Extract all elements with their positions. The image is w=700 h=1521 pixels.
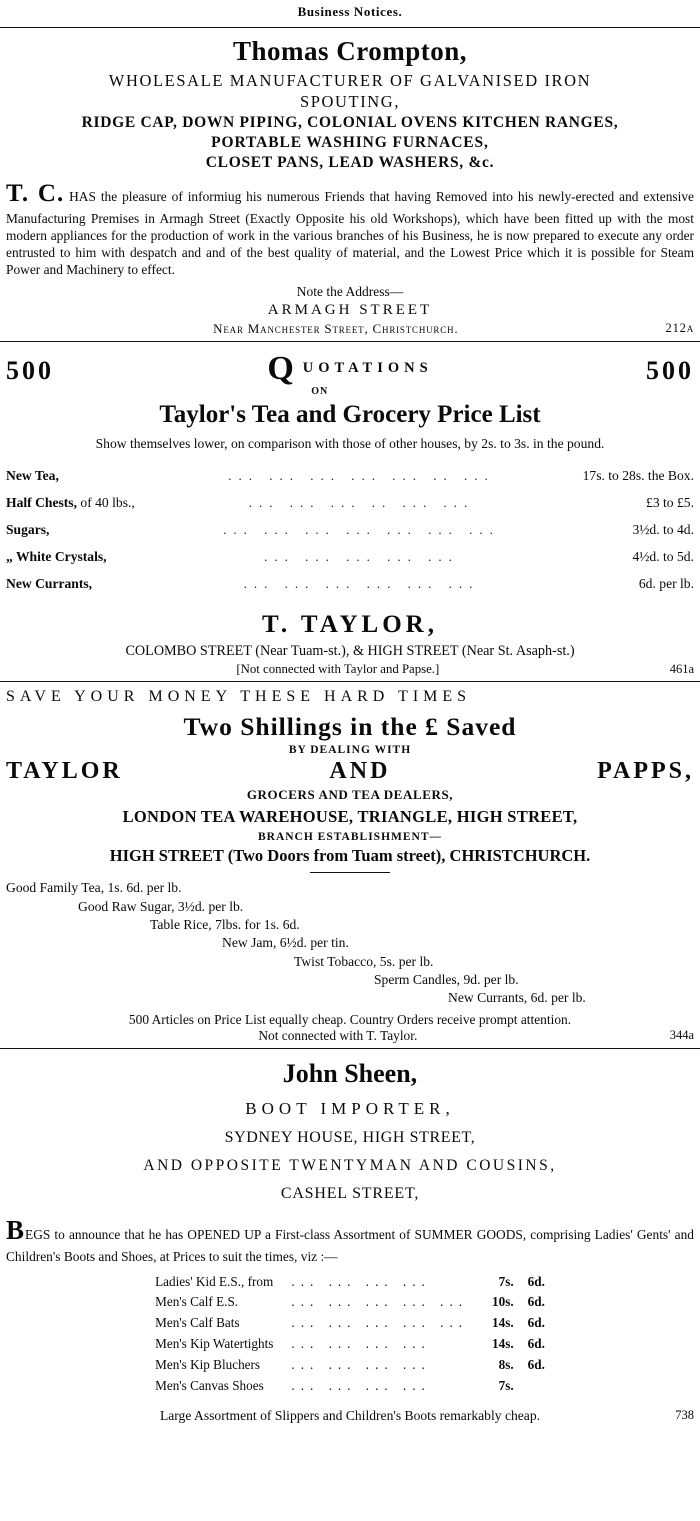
firm-name-left: TAYLOR bbox=[6, 758, 123, 785]
ad-line-1: WHOLESALE MANUFACTURER OF GALVANISED IRON bbox=[108, 71, 592, 90]
ad-reference-number: 738 bbox=[675, 1407, 694, 1422]
quotations-rest-wrap bbox=[302, 359, 433, 397]
price-item-name bbox=[6, 462, 177, 489]
price-item-suffix: of 40 lbs., bbox=[80, 494, 135, 510]
firm-trade: GROCERS AND TEA DEALERS, bbox=[246, 787, 454, 803]
leader-dots: ... ... ... ... bbox=[291, 1335, 431, 1351]
ad-line-2: SYDNEY HOUSE, HIGH STREET, bbox=[224, 1128, 476, 1146]
ad-initials: T. C. bbox=[6, 180, 65, 207]
by-dealing-with: BY DEALING WITH bbox=[288, 744, 412, 757]
branch-label: BRANCH ESTABLISHMENT— bbox=[257, 831, 443, 844]
list-item: Table Rice, 7lbs. for 1s. 6d. bbox=[150, 916, 300, 932]
boot-shillings: 7s. bbox=[498, 1377, 514, 1393]
advertisement-crompton bbox=[0, 36, 700, 337]
price-value: 3½d. to 4d. bbox=[632, 521, 694, 537]
ad-line-4: CASHEL STREET, bbox=[280, 1184, 420, 1202]
leader-dots: ... ... ... ... bbox=[291, 1356, 431, 1372]
leader-dots: ... ... ... ... ... ... ... bbox=[223, 521, 500, 537]
closing-line-text: Large Assortment of Slippers and Children's Boots remarkably cheap. bbox=[159, 1407, 541, 1423]
list-item: Twist Tobacco, 5s. per lb. bbox=[294, 953, 434, 969]
leader-dots: ... ... ... .. ... ... bbox=[248, 494, 475, 510]
table-row bbox=[6, 543, 694, 570]
leader-dots: ... ... ... ... ... ... bbox=[243, 575, 480, 591]
ad-line-5: CLOSET PANS, LEAD WASHERS, &c. bbox=[205, 154, 495, 171]
advertisement-sheen bbox=[0, 1059, 700, 1424]
advertiser-disclaimer-text: [Not connected with Taylor and Papse.] bbox=[236, 662, 440, 677]
leader-dots: ... ... ... ... bbox=[291, 1377, 431, 1393]
table-row bbox=[6, 570, 694, 597]
firm-name bbox=[6, 758, 694, 785]
boot-shillings: 8s. bbox=[498, 1356, 514, 1372]
banner-number-right: 500 bbox=[646, 355, 694, 385]
divider bbox=[0, 27, 700, 28]
boot-shillings: 10s. bbox=[492, 1294, 514, 1310]
price-table bbox=[6, 462, 694, 597]
ad-line-3: RIDGE CAP, DOWN PIPING, COLONIAL OVENS KITCHEN RANGES, bbox=[81, 114, 619, 131]
list-item: New Currants, 6d. per lb. bbox=[448, 990, 586, 1006]
price-item-name bbox=[6, 489, 177, 516]
ad-line-2: SPOUTING, bbox=[299, 92, 401, 111]
boot-item: Men's Calf E.S. bbox=[155, 1294, 239, 1310]
leader-dots: ... ... ... ... ... bbox=[264, 548, 459, 564]
boot-shillings: 14s. bbox=[492, 1315, 514, 1331]
banner-number-left: 500 bbox=[6, 355, 54, 385]
page-title: Business Notices. bbox=[297, 4, 403, 19]
boot-item: Men's Calf Bats bbox=[155, 1315, 240, 1331]
price-item-label: Half Chests, bbox=[6, 494, 77, 510]
table-row bbox=[155, 1292, 545, 1313]
table-row bbox=[6, 516, 694, 543]
headline: Two Shillings in the £ Saved bbox=[183, 712, 517, 742]
divider bbox=[0, 681, 700, 682]
price-item-label: Sugars, bbox=[6, 521, 50, 537]
ad-body-text: EGS to announce that he has OPENED UP a First-class Assortment of SUMMER GOODS, comprising Ladies' Gents' and Children's Boots and Shoes, at Prices to suit the times, viz :— bbox=[6, 1226, 694, 1264]
boot-shillings: 7s. bbox=[498, 1273, 514, 1289]
price-value: 17s. to 28s. the Box. bbox=[582, 467, 694, 483]
quotations-on: ON bbox=[311, 385, 329, 397]
branch-address: HIGH STREET (Two Doors from Tuam street), CHRISTCHURCH. bbox=[109, 846, 591, 866]
price-item-label: New Currants, bbox=[6, 575, 93, 591]
closing-line-1: 500 Articles on Price List equally cheap. Country Orders receive prompt attention. bbox=[128, 1011, 572, 1027]
table-row bbox=[155, 1271, 545, 1292]
price-item-name bbox=[6, 543, 177, 570]
closing-line-2 bbox=[6, 1028, 694, 1044]
boot-pence: 6d. bbox=[527, 1315, 545, 1331]
ad-reference-number: 344a bbox=[669, 1027, 694, 1042]
ad-line-4: PORTABLE WASHING FURNACES, bbox=[211, 134, 489, 151]
advertiser-address: COLOMBO STREET (Near Tuam-st.), & HIGH STREET (Near St. Asaph-st.) bbox=[125, 643, 575, 660]
boot-item: Men's Kip Watertights bbox=[155, 1335, 274, 1351]
boot-item: Men's Canvas Shoes bbox=[155, 1377, 264, 1393]
boot-item: Men's Kip Bluchers bbox=[155, 1356, 261, 1372]
closing-line bbox=[6, 1408, 694, 1424]
table-row bbox=[155, 1313, 545, 1334]
advertiser-name: John Sheen, bbox=[282, 1058, 418, 1088]
advertiser-name: Thomas Crompton, bbox=[232, 36, 468, 66]
price-value: 4½d. to 5d. bbox=[632, 548, 694, 564]
price-item-label: New Tea, bbox=[6, 467, 59, 483]
divider bbox=[0, 1048, 700, 1049]
list-item: New Jam, 6½d. per tin. bbox=[222, 935, 349, 951]
boot-pence bbox=[514, 1375, 545, 1396]
ad-body bbox=[6, 178, 694, 279]
ad-reference-number: 212a bbox=[665, 320, 694, 335]
firm-name-and: AND bbox=[329, 758, 391, 785]
ad-note: Note the Address— bbox=[296, 283, 404, 299]
ad-address-city bbox=[6, 321, 694, 337]
leader-dots: ... ... ... ... ... bbox=[291, 1294, 469, 1310]
quotations-q: Q bbox=[267, 349, 297, 387]
advertisement-taylor-papps bbox=[0, 688, 700, 1043]
boot-pence: 6d. bbox=[527, 1335, 545, 1351]
ad-line-1: BOOT IMPORTER, bbox=[245, 1098, 455, 1118]
advertiser-signature: T. TAYLOR, bbox=[262, 611, 438, 639]
divider bbox=[0, 341, 700, 342]
list-item: Good Raw Sugar, 3½d. per lb. bbox=[78, 898, 244, 914]
firm-warehouse-address: LONDON TEA WAREHOUSE, TRIANGLE, HIGH STREET, bbox=[122, 807, 578, 827]
advertisement-taylor bbox=[0, 350, 700, 678]
table-row bbox=[6, 462, 694, 489]
ad-address-street: ARMAGH STREET bbox=[267, 301, 433, 318]
boot-pence: 6d. bbox=[527, 1273, 545, 1289]
price-item-name bbox=[6, 516, 177, 543]
quotations-rest: UOTATIONS bbox=[302, 359, 433, 376]
boot-item: Ladies' Kid E.S., from bbox=[155, 1273, 274, 1289]
price-item-label: „ White Crystals, bbox=[6, 548, 107, 564]
ad-line-3: AND OPPOSITE TWENTYMAN AND COUSINS, bbox=[143, 1156, 557, 1174]
firm-name-right: PAPPS, bbox=[597, 758, 694, 785]
list-item: Good Family Tea, 1s. 6d. per lb. bbox=[6, 880, 182, 896]
price-item-name bbox=[6, 570, 177, 597]
table-row bbox=[6, 489, 694, 516]
price-list-intro: Show themselves lower, on comparison with those of other houses, by 2s. to 3s. in the pound. bbox=[95, 435, 605, 451]
boot-price-table bbox=[155, 1271, 545, 1396]
leader-dots: ... ... ... ... ... .. ... bbox=[228, 467, 495, 483]
price-list-title: Taylor's Tea and Grocery Price List bbox=[159, 400, 541, 428]
closing-line-2-text: Not connected with T. Taylor. bbox=[258, 1027, 418, 1043]
price-value: 6d. per lb. bbox=[638, 575, 694, 591]
quotations-word bbox=[54, 350, 646, 395]
ad-reference-number: 461a bbox=[669, 662, 694, 677]
ad-address-city-text: Near Manchester Street, Christchurch. bbox=[213, 320, 459, 336]
table-row bbox=[155, 1354, 545, 1375]
price-value: £3 to £5. bbox=[646, 494, 694, 510]
table-row bbox=[155, 1334, 545, 1355]
staircase-price-list bbox=[6, 879, 694, 1007]
boot-pence: 6d. bbox=[527, 1356, 545, 1372]
leader-dots: ... ... ... ... ... bbox=[291, 1315, 469, 1331]
save-money-line: SAVE YOUR MONEY THESE HARD TIMES bbox=[6, 688, 472, 706]
ad-body-text: HAS the pleasure of informiug his numerous Friends that having Removed into his newly-erected and extensive Manufacturing Premises in Armagh Street (Exactly Opposite his old Workshops), which have been fitted up with the most modern appliances for the production of work in the various branches of his Business, he is now prepared to execute any order entrusted to him with despatch and and of the best quality of material, and the Lowest Price which it is possible for Steam Power and Machinery to effect. bbox=[6, 189, 694, 278]
divider bbox=[310, 872, 390, 873]
boot-pence: 6d. bbox=[527, 1294, 545, 1310]
leader-dots: ... ... ... ... bbox=[291, 1273, 431, 1289]
ad-dropcap: B bbox=[6, 1214, 26, 1245]
boot-shillings: 14s. bbox=[492, 1335, 514, 1351]
advertiser-disclaimer bbox=[6, 662, 694, 677]
table-row bbox=[155, 1375, 545, 1396]
quotations-banner bbox=[6, 350, 694, 395]
ad-body bbox=[6, 1213, 694, 1266]
list-item: Sperm Candles, 9d. per lb. bbox=[374, 972, 519, 988]
